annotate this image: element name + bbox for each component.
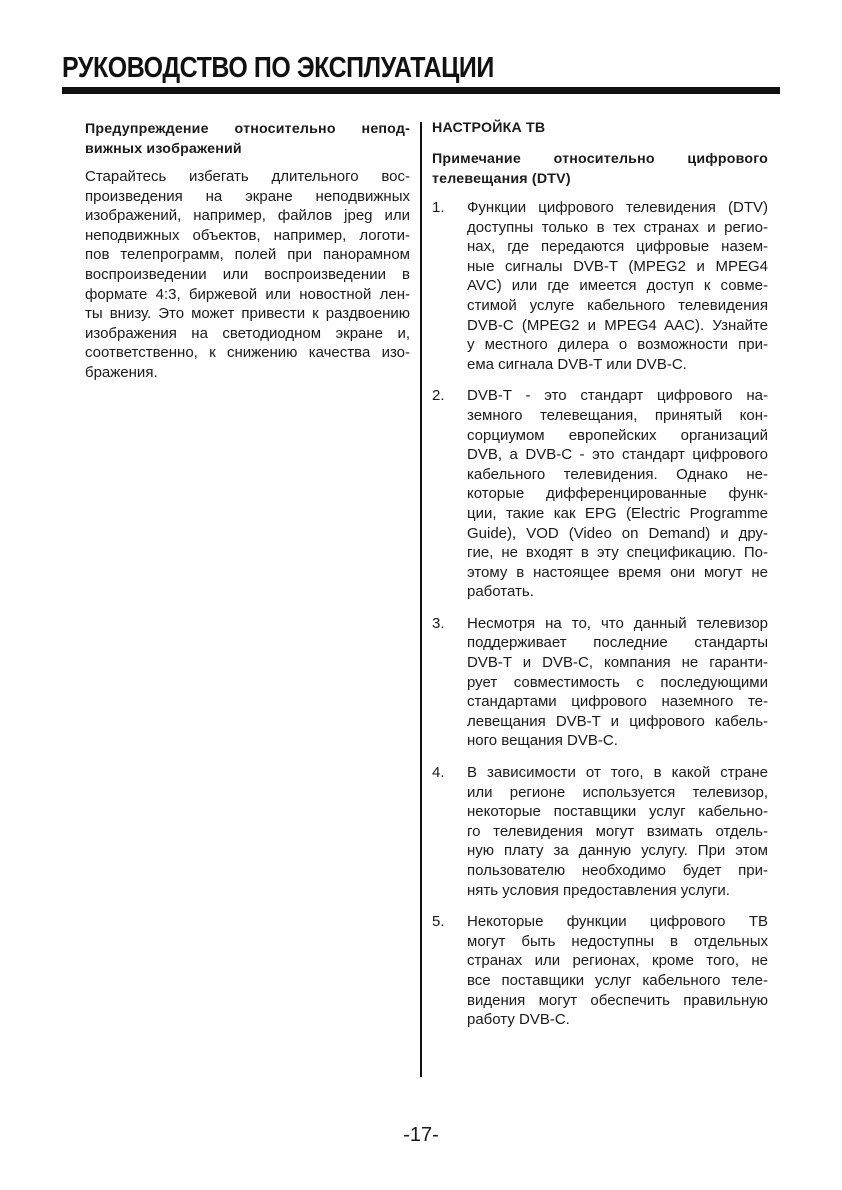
dtv-note-item: [432, 386, 768, 602]
text-line: странах или регионах, кроме того, не: [467, 952, 768, 970]
text-line: видения могут обеспечить правильную: [467, 991, 768, 1009]
text-line: ную плату за данную услугу. При этом: [467, 842, 768, 860]
text-line: пользователю необходимо будет при-: [467, 862, 768, 879]
text-line: ема сигнала DVB-T или DVB-C.: [467, 355, 687, 373]
text-line: Guide), VOD (Video on Demand) и дру-: [467, 524, 768, 542]
item-number: 3.: [432, 614, 445, 632]
text-line: ты внизу. Это может привести к раздвоению: [85, 305, 410, 323]
item-text: [467, 198, 768, 374]
text-line: сорциумом европейских организаций: [467, 426, 768, 444]
still-image-warning-heading: [85, 120, 410, 159]
page-number: -17-: [403, 1124, 439, 1146]
text-line: формате 4:3, биржевой или новостной лен-: [85, 285, 410, 303]
text-line: которые дифференцированные функ-: [467, 485, 768, 503]
text-line: земного телевещания, принятый кон-: [467, 406, 768, 424]
text-line: неподвижных объектов, например, логоти-: [85, 226, 410, 244]
text-line: бражения.: [85, 363, 158, 381]
item-number: 2.: [432, 387, 445, 405]
text-line: могут быть недоступны в отдельных: [467, 932, 768, 950]
text-line: работу DVB-C.: [467, 1011, 570, 1029]
item-text: [467, 763, 768, 900]
text-line: Некоторые функции цифрового ТВ: [467, 913, 768, 931]
text-line: произведения на экране неподвижных: [85, 187, 410, 205]
text-line: у местного дилера о возможности при-: [467, 336, 768, 354]
text-line: DVB-T и DVB-C, компания не гаранти-: [467, 654, 768, 672]
page-title: РУКОВОДСТВО ПО ЭКСПЛУАТАЦИИ: [62, 52, 494, 84]
item-number: 1.: [432, 199, 445, 216]
item-number: 4.: [432, 764, 445, 782]
text-line: изображения на светодиодном экране и,: [85, 324, 410, 342]
section-title: НАСТРОЙКА ТВ: [432, 120, 546, 136]
dtv-note-item: [432, 614, 768, 751]
dtv-note-item: [432, 198, 768, 374]
text-line: нах, где передаются цифровые назем-: [467, 238, 768, 256]
text-line: Примечание относительно цифрового: [432, 151, 768, 167]
text-line: соответственно, к снижению качества изо-: [85, 344, 410, 362]
text-line: рует совместимость с последующими: [467, 673, 768, 691]
text-line: AVC) или где имеется доступ к совме-: [467, 277, 768, 295]
text-line: или регионе используется телевизор,: [467, 783, 768, 801]
column-divider: [420, 122, 422, 1077]
text-line: DVB-T - это стандарт цифрового на-: [467, 387, 768, 405]
text-line: стандартами цифрового наземного те-: [467, 693, 768, 711]
text-line: изображений, например, файлов jpeg или: [85, 207, 410, 225]
text-line: все поставщики услуг кабельного теле-: [467, 971, 768, 989]
text-line: гие, не входят в эту спецификацию. По-: [467, 544, 768, 562]
text-line: нять условия предоставления услуги.: [467, 881, 730, 899]
text-line: некоторые поставщики услуг кабельно-: [467, 803, 768, 821]
text-line: вижных изображений: [85, 140, 242, 157]
dtv-note-heading: [432, 150, 768, 189]
title-rule: [62, 87, 780, 94]
text-line: этому в настоящее время они могут не: [467, 563, 768, 581]
item-text: [467, 386, 768, 602]
text-line: В зависимости от того, в какой стране: [467, 764, 768, 782]
dtv-note-item: [432, 912, 768, 1030]
text-line: Старайтесь избегать длительного вос-: [85, 168, 410, 185]
text-line: стимой услуге кабельного телевидения: [467, 296, 768, 314]
text-line: ции, такие как EPG (Electric Programme: [467, 504, 768, 522]
dtv-note-list: [432, 198, 768, 1030]
text-line: работать.: [467, 583, 534, 601]
text-line: DVB, а DVB-C - это стандарт цифрового: [467, 446, 768, 464]
text-line: ного вещания DVB-C.: [467, 732, 618, 750]
text-line: ные сигналы DVB-T (MPEG2 и MPEG4: [467, 257, 768, 275]
text-line: кабельного телевидения. Однако не-: [467, 465, 768, 483]
item-text: [467, 614, 768, 751]
text-line: Предупреждение относительно непод-: [85, 121, 410, 137]
item-text: [467, 912, 768, 1030]
item-number: 5.: [432, 913, 445, 931]
text-line: воспроизведении или воспроизведении в: [85, 265, 410, 283]
text-line: Функции цифрового телевидения (DTV): [467, 199, 768, 216]
dtv-note-item: [432, 763, 768, 900]
text-line: поддерживает последние стандарты: [467, 634, 768, 652]
text-line: пов телепрограмм, полей при панорамном: [85, 246, 410, 264]
text-line: левещания DVB-T и цифрового кабель-: [467, 712, 768, 730]
text-line: DVB-C (MPEG2 и MPEG4 AAC). Узнайте: [467, 316, 768, 334]
text-line: го телевидения могут взимать отдель-: [467, 822, 768, 840]
text-line: телевещания (DTV): [432, 170, 571, 187]
text-line: доступны только в тех странах и регио-: [467, 218, 768, 236]
still-image-warning-body: [85, 167, 410, 383]
text-line: Несмотря на то, что данный телевизор: [467, 614, 768, 632]
